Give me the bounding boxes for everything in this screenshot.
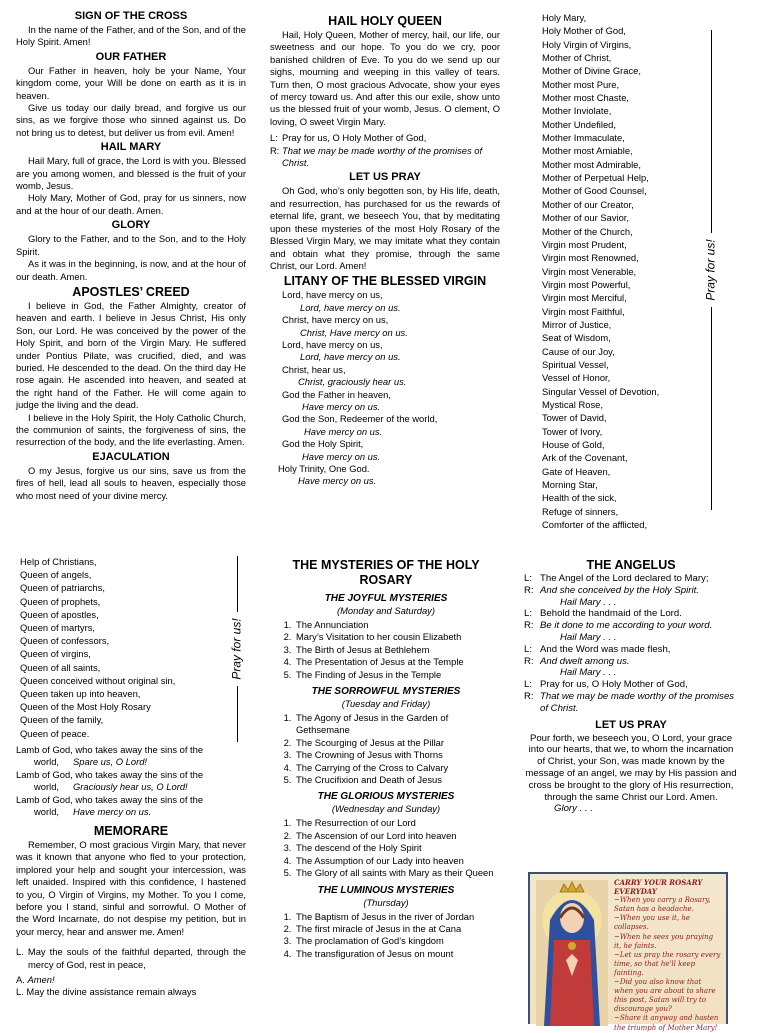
litany-title-item: Queen of all saints, xyxy=(20,661,101,673)
mystery-group-days: (Monday and Saturday) xyxy=(337,605,435,616)
litany-titles-list xyxy=(542,11,707,531)
mystery-item: 2. The first miracle of Jesus in the at Cana xyxy=(294,923,496,935)
angelus-line-text: That we may be made worthy of the promises of Christ. xyxy=(540,690,735,714)
mystery-item: 3. The descend of the Holy Spirit xyxy=(294,842,496,854)
litany-title-item: Gate of Heaven, xyxy=(542,465,611,477)
litany-line: Christ, graciously hear us. xyxy=(298,376,407,388)
ejaculation-title: EJACULATION xyxy=(92,450,170,463)
departed-leader: L. May the souls of the faithful departed, through the mercy of God, rest in peace, xyxy=(16,946,246,970)
litany-title-item: Mother of Good Counsel, xyxy=(542,185,647,197)
mystery-group xyxy=(276,885,496,961)
hail-mary-title: HAIL MARY xyxy=(100,141,162,154)
angelus-line-label: R: xyxy=(524,655,534,667)
mystery-item: 3. The Birth of Jesus at Bethlehem xyxy=(294,644,496,656)
mystery-item: 1. The Baptism of Jesus in the river of Jordan xyxy=(294,911,496,923)
mystery-item: 4. The Carrying of the Cross to Calvary xyxy=(294,762,496,774)
litany-title-item: Virgin most Prudent, xyxy=(542,238,627,250)
angelus-line-label: R: xyxy=(524,620,534,632)
column-middle-prayers xyxy=(270,12,500,488)
litany-title-item: Mystical Rose, xyxy=(542,398,603,410)
lamb-invocation-row xyxy=(16,756,246,768)
rosary-promo-image xyxy=(528,872,728,1032)
angelus-line xyxy=(524,597,738,609)
angelus-line-label: L: xyxy=(524,573,533,584)
litany-line: Christ, hear us, xyxy=(282,363,346,375)
mystery-item: 4. The Presentation of Jesus at the Temple xyxy=(294,656,496,668)
angelus-line xyxy=(524,632,738,644)
lamb-of-god-invocation xyxy=(16,794,246,819)
litany-title-item: Morning Star, xyxy=(542,479,598,491)
lamb-response-text: Spare us, O Lord! xyxy=(73,756,148,768)
mystery-group-days: (Tuesday and Friday) xyxy=(341,698,431,710)
promo-line: ~When he sees you praying it, he faints. xyxy=(614,932,714,950)
litany-title-item: Comforter of the afflicted, xyxy=(542,519,648,531)
memorare-text: Remember, O most gracious Virgin Mary, that never was it known that anyone who fled to your protection, implored your help and sought your intercession, was left unaided. Inspired with this confidence, I hastened to you, O Virgin of Virgins, my Mother. To you I come, before you I stand, sinful and sorrowful. O Mother of the Word Incarnate, do not despise my petition, but in your mercy, hear and answer me. Amen! xyxy=(16,839,246,937)
litany-title-item: Queen of virgins, xyxy=(20,648,91,660)
litany-line: Lord, have mercy on us. xyxy=(300,351,401,363)
angelus-line xyxy=(524,585,738,597)
let-us-pray-text: Oh God, who’s only begotten son, by His life, death, and resurrection, has purchased for us the rewards of eternal life, grant, we beseech You, that by meditating upon these mysteries of the most Holy Rosary of the Blessed Virgin Mary, we may imitate what they contain and obtain what they promise, through the same Christ, our Lord. Amen! xyxy=(270,185,500,271)
angelus-line-text: Behold the handmaid of the Lord. xyxy=(540,608,682,620)
lamb-invocation-text: Lamb of God, who takes away the sins of the xyxy=(16,768,204,780)
litany-line: Lord, have mercy on us, xyxy=(282,338,383,350)
litany-title-item: Queen of the Most Holy Rosary xyxy=(20,701,151,713)
angelus-line-text: Hail Mary . . . xyxy=(560,596,617,608)
apostles-creed-text: I believe in God, the Father Almighty, creator of heaven and earth. I believe in Jesus Christ, His only Son, our Lord. He was conceived by the power of the Holy Spirit, and born of the Virgin Mary. He suffered under Pontius Pilate, was crucified, died, and was buried. He descended to the dead. On the third day He rose again. He ascended into heaven, and seated at the right hand of the Father. He will come again to judge the living and the dead. xyxy=(16,299,246,411)
angelus-line-label: L: xyxy=(524,679,533,691)
promo-line: ~When you use it, he collapses. xyxy=(614,914,690,932)
angelus-line-label: R: xyxy=(524,584,534,596)
our-father-text: Our Father in heaven, holy be your Name, Your kingdom come, your Will be done on earth as it is in heaven. xyxy=(16,64,246,101)
litany-line: Lord, have mercy on us. xyxy=(300,301,401,313)
litany-title-item: Health of the sick, xyxy=(542,492,617,504)
litany-title-item: Virgin most Powerful, xyxy=(542,278,631,290)
our-father-text-2: Give us today our daily bread, and forgive us our sins, as we forgive those who sinned against us. Do not bring us to detest, but deliver us from evil. Amen! xyxy=(16,102,246,138)
lamb-invocation-row xyxy=(16,806,246,818)
lamb-response-text: Have mercy on us. xyxy=(73,806,152,818)
litany-title-item: Tower of Ivory, xyxy=(542,425,603,437)
litany-title-item: Virgin most Renowned, xyxy=(542,252,639,264)
litany-title-item: Spiritual Vessel, xyxy=(542,358,609,370)
litany-responses xyxy=(270,289,500,488)
promo-line: ~Share it anyway and hasten the triumph of Mother Mary! xyxy=(614,1014,719,1032)
mystery-item: 3. The proclamation of God’s kingdom xyxy=(294,935,496,947)
mystery-item: 2. The Scourging of Jesus at the Pillar xyxy=(294,737,496,749)
column-left-prayers xyxy=(16,8,246,502)
litany-title-item: Mother of our Creator, xyxy=(542,198,634,210)
litany-title-item: Queen taken up into heaven, xyxy=(20,688,141,700)
mystery-item: 1. The Annunciation xyxy=(294,619,496,631)
litany-title-item: Mother Immaculate, xyxy=(542,132,625,144)
litany-title-item: Queen of patriarchs, xyxy=(20,582,105,594)
litany-title-item: Holy Mary, xyxy=(542,12,587,23)
memorare-section xyxy=(16,822,246,999)
mysteries-title: THE MYSTERIES OF THE HOLY ROSARY xyxy=(292,558,480,587)
sign-of-cross-title: SIGN OF THE CROSS xyxy=(74,10,188,22)
angelus-line-text: The Angel of the Lord declared to Mary; xyxy=(540,573,709,584)
mystery-item: 3. The Crowning of Jesus with Thorns xyxy=(294,749,496,761)
angelus-line-label: L: xyxy=(524,643,533,655)
let-us-pray-title: LET US PRAY xyxy=(349,171,421,184)
lamb-world-text: world, xyxy=(34,806,60,818)
response-label: R: xyxy=(270,144,280,156)
apostles-creed-title: APOSTLES’ CREED xyxy=(72,284,190,299)
pray-for-us-label: Pray for us! xyxy=(704,239,719,301)
mystery-group-title: THE LUMINOUS MYSTERIES xyxy=(317,884,455,896)
divine-assistance-line: L. May the divine assistance remain always xyxy=(16,986,197,998)
litany-title-item: Queen of peace. xyxy=(20,727,90,739)
litany-title-item: Virgin most Merciful, xyxy=(542,292,627,304)
bracket-line xyxy=(711,30,712,233)
litany-line: Have mercy on us. xyxy=(302,450,381,462)
litany-title-item: Mother most Admirable, xyxy=(542,158,641,170)
litany-title-item: Mother most Pure, xyxy=(542,78,620,90)
queen-titles-list xyxy=(20,555,220,740)
pray-for-us-bracket-right xyxy=(696,30,726,510)
litany-title-item: Queen of the family, xyxy=(20,714,104,726)
litany-title-item: Queen of prophets, xyxy=(20,595,101,607)
litany-title-item: Queen of angels, xyxy=(20,569,92,581)
hail-holy-queen-title: HAIL HOLY QUEEN xyxy=(328,14,442,28)
mystery-list xyxy=(276,817,496,879)
litany-title-item: Help of Christians, xyxy=(20,556,97,567)
angelus-line-text: Hail Mary . . . xyxy=(560,631,617,643)
lamb-response-text: Graciously hear us, O Lord! xyxy=(73,781,188,793)
litany-title-item: Holy Mother of God, xyxy=(542,25,626,37)
angelus-lines xyxy=(524,573,738,715)
angelus-line-text: Pray for us, O Holy Mother of God, xyxy=(540,679,688,691)
angelus-line xyxy=(524,608,738,620)
mystery-item: 1. The Resurrection of our Lord xyxy=(294,817,496,829)
angelus-line-spacer xyxy=(544,632,560,644)
lamb-world-text: world, xyxy=(34,781,60,793)
angelus-glory: Glory . . . xyxy=(554,803,593,815)
mystery-item: 4. The Assumption of our Lady into heaven xyxy=(294,855,496,867)
angelus-section xyxy=(524,556,738,815)
mystery-group-days: (Wednesday and Sunday) xyxy=(331,803,441,815)
apostles-creed-text-2: I believe in the Holy Spirit, the Holy Catholic Church, the communion of saints, the forgiveness of sins, the resurrection of the body, and the life everlasting. Amen. xyxy=(16,411,246,448)
angelus-line-text: And dwelt among us. xyxy=(540,655,630,667)
litany-line: Christ, have mercy on us, xyxy=(282,314,389,326)
litany-title-item: Mother of our Savior, xyxy=(542,212,630,224)
memorare-title: MEMORARE xyxy=(93,824,169,838)
litany-title-item: Seat of Wisdom, xyxy=(542,332,611,344)
answer-label: A. xyxy=(16,974,25,986)
litany-title-item: Queen of martyrs, xyxy=(20,622,96,634)
mystery-group-days: (Thursday) xyxy=(363,896,409,908)
litany-title-item: Queen conceived without original sin, xyxy=(20,674,176,686)
angelus-prayer-text: Pour forth, we beseech you, O Lord, your grace into our hearts, that we, to whom the incarnation of Christ, your Son, was made known by the message of an angel, we may by His passion and cross be brought to the glory of His resurrection, through the same Christ our Lord. Amen. xyxy=(525,732,737,803)
mystery-item: 1. The Agony of Jesus in the Garden of Gethsemane xyxy=(294,712,496,737)
mystery-group xyxy=(276,593,496,681)
litany-title-item: Mother most Chaste, xyxy=(542,92,630,104)
virgin-mary-portrait-icon xyxy=(536,880,608,1026)
litany-title-item: Virgin most Venerable, xyxy=(542,265,637,277)
mystery-group xyxy=(276,686,496,786)
glory-title: GLORY xyxy=(111,219,151,232)
angelus-line-text: Hail Mary . . . xyxy=(560,667,617,679)
litany-title-item: Holy Virgin of Virgins, xyxy=(542,38,632,50)
mystery-item: 5. The Glory of all saints with Mary as their Queen xyxy=(294,867,496,879)
litany-title-item: Mother most Amiable, xyxy=(542,145,633,157)
bracket-line xyxy=(711,307,712,510)
mystery-list xyxy=(276,712,496,786)
litany-title-item: Mirror of Justice, xyxy=(542,318,612,330)
litany-title-item: Mother of the Church, xyxy=(542,225,633,237)
angelus-line-spacer xyxy=(544,597,560,609)
litany-line: Christ, Have mercy on us. xyxy=(300,326,408,338)
litany-title-item: Tower of David, xyxy=(542,412,607,424)
litany-title-item: Refuge of sinners, xyxy=(542,505,619,517)
litany-title-item: Virgin most Faithful, xyxy=(542,305,625,317)
litany-line: God the Father in heaven, xyxy=(282,388,391,400)
mystery-group-title: THE JOYFUL MYSTERIES xyxy=(324,593,448,604)
lamb-of-god-section xyxy=(16,744,246,818)
litany-title-item: Queen of apostles, xyxy=(20,608,99,620)
litany-title-item: Singular Vessel of Devotion, xyxy=(542,385,660,397)
angelus-line-spacer xyxy=(544,667,560,679)
mystery-item: 4. The transfiguration of Jesus on mount xyxy=(294,948,496,960)
sign-of-cross-text: In the name of the Father, and of the Son, and of the Holy Spirit. Amen! xyxy=(16,24,246,48)
hail-mary-text-2: Holy Mary, Mother of God, pray for us sinners, now and at the hour of our death. Amen. xyxy=(16,192,246,216)
angelus-line-label: L: xyxy=(524,608,533,620)
mystery-group-title: THE SORROWFUL MYSTERIES xyxy=(311,686,461,698)
angelus-line xyxy=(524,573,738,585)
litany-title-item: Mother of Perpetual Help, xyxy=(542,172,649,184)
rosary-promo-text xyxy=(614,878,722,1033)
angelus-title: THE ANGELUS xyxy=(586,558,676,572)
pray-for-us-bracket-left xyxy=(222,556,252,742)
angelus-line-text: And the Word was made flesh, xyxy=(540,643,671,655)
pray-for-us-label: Pray for us! xyxy=(230,618,245,680)
angelus-line xyxy=(524,667,738,679)
bracket-line xyxy=(237,686,238,742)
mystery-item: 2. Mary’s Visitation to her cousin Elizabeth xyxy=(294,631,496,643)
litany-title-item: Mother Inviolate, xyxy=(542,105,612,117)
litany-line: Holy Trinity, One God. xyxy=(278,463,370,474)
departed-answer xyxy=(16,974,246,986)
hhq-leader-line xyxy=(270,132,500,144)
mystery-groups xyxy=(276,593,496,960)
angelus-line xyxy=(524,620,738,632)
hail-mary-text: Hail Mary, full of grace, the Lord is with you. Blessed are you among women, and blessed is the fruit of your womb, Jesus. xyxy=(16,155,246,192)
ejaculation-text: O my Jesus, forgive us our sins, save us from the fires of hell, lead all souls to heaven, especially those who most need of your divine mercy. xyxy=(16,464,246,501)
mystery-group xyxy=(276,791,496,879)
angelus-line-text: Be it done to me according to your word. xyxy=(540,620,713,632)
litany-title-item: Cause of our Joy, xyxy=(542,345,615,357)
lamb-invocation-text: Lamb of God, who takes away the sins of the xyxy=(16,793,204,805)
angelus-line xyxy=(524,691,738,715)
mystery-item: 2. The Ascension of our Lord into heaven xyxy=(294,830,496,842)
litany-title-item: Ark of the Covenant, xyxy=(542,452,628,464)
angelus-line-text: And she conceived by the Holy Spirit. xyxy=(540,584,699,596)
lamb-of-god-invocation xyxy=(16,744,246,769)
angelus-line xyxy=(524,656,738,668)
lamb-invocation-row xyxy=(16,781,246,793)
promo-line: CARRY YOUR ROSARY EVERYDAY xyxy=(614,878,703,897)
promo-line: ~When you carry a Rosary, Satan has a headache. xyxy=(614,896,711,914)
litany-line: Have mercy on us. xyxy=(302,400,381,412)
promo-line: ~Did you also know that when you are about to share this post, Satan will try to discourage you? xyxy=(614,978,716,1014)
lamb-invocation-text: Lamb of God, who takes away the sins of the xyxy=(16,744,204,755)
litany-title: LITANY OF THE BLESSED VIRGIN xyxy=(283,274,487,289)
hhq-response-line xyxy=(270,145,500,170)
litany-title-item: Vessel of Honor, xyxy=(542,372,611,384)
bracket-line xyxy=(237,556,238,612)
angelus-line-label: R: xyxy=(524,690,534,702)
litany-line: Have mercy on us. xyxy=(304,425,383,437)
angelus-line xyxy=(524,679,738,691)
glory-text-2: As it was in the beginning, is now, and at the hour of our death. Amen. xyxy=(16,258,246,282)
leader-label: L: xyxy=(270,132,278,144)
litany-title-item: House of Gold, xyxy=(542,439,605,450)
mysteries-section xyxy=(276,556,496,960)
litany-title-item: Mother of Divine Grace, xyxy=(542,65,641,77)
litany-line: God the Holy Spirit, xyxy=(282,438,364,450)
litany-line: God the Son, Redeemer of the world, xyxy=(282,413,438,425)
litany-title-item: Mother of Christ, xyxy=(542,52,612,64)
lamb-of-god-invocation xyxy=(16,769,246,794)
promo-line: ~Let us pray the rosary every time, so that he'll keep fainting. xyxy=(614,950,721,977)
litany-line: Lord, have mercy on us, xyxy=(282,289,383,301)
mystery-list xyxy=(276,911,496,961)
glory-text: Glory to the Father, and to the Son, and to the Holy Spirit. xyxy=(16,233,246,257)
our-father-title: OUR FATHER xyxy=(95,50,167,63)
lamb-world-text: world, xyxy=(34,756,60,768)
answer-text: Amen! xyxy=(27,974,55,986)
mystery-list xyxy=(276,619,496,681)
litany-title-item: Mother Undefiled, xyxy=(542,118,616,130)
mystery-group-title: THE GLORIOUS MYSTERIES xyxy=(317,791,455,803)
response-text: That we may be made worthy of the promises of Christ. xyxy=(282,144,483,169)
litany-line: Have mercy on us. xyxy=(298,475,377,487)
leader-text: Pray for us, O Holy Mother of God, xyxy=(282,132,427,144)
litany-title-item: Queen of confessors, xyxy=(20,635,110,647)
angelus-line xyxy=(524,644,738,656)
hail-holy-queen-text: Hail, Holy Queen, Mother of mercy, hail, our life, our sweetness and our hope. To you do we cry, poor banished children of Eve. To you do we send up our sighs, mourning and weeping in this valley of tears. Turn then, O most gracious Advocate, show your eyes of mercy toward us. And after this our exile, show unto us the blessed fruit of your womb, Jesus. O clement, O loving, O sweet Virgin Mary. xyxy=(270,29,500,127)
mystery-item: 5. The Finding of Jesus in the Temple xyxy=(294,669,496,681)
mystery-item: 5. The Crucifixion and Death of Jesus xyxy=(294,774,496,786)
angelus-let-us-pray-title: LET US PRAY xyxy=(595,718,667,731)
